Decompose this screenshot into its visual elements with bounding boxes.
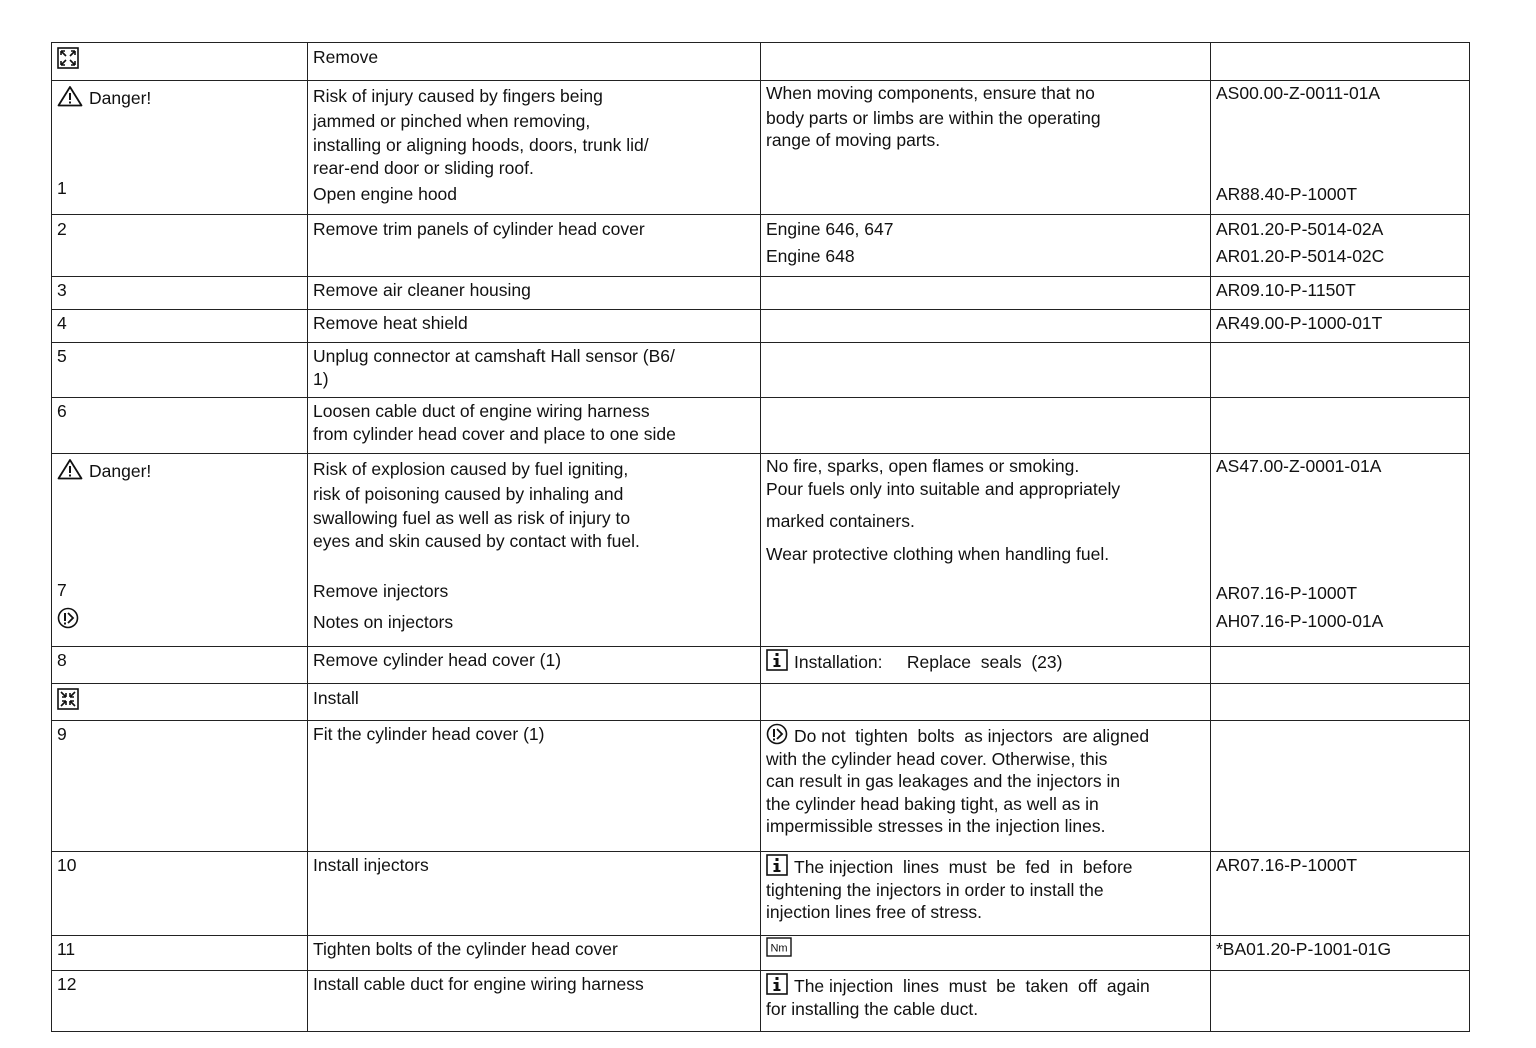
ref-cell — [1211, 277, 1470, 310]
note-cell — [761, 647, 1211, 684]
note-line — [766, 854, 1206, 879]
engine-note: Engine 648 — [766, 245, 855, 266]
step-cell — [52, 936, 308, 971]
action-cell — [308, 971, 761, 1032]
remove-icon — [57, 47, 79, 69]
table-row-install — [52, 684, 1470, 721]
ref-cell — [1211, 936, 1470, 971]
remove-icon-cell — [52, 43, 308, 81]
danger-note-line: body parts or limbs are within the operating — [766, 107, 1101, 128]
reference: AR09.10-P-1150T — [1216, 280, 1356, 300]
note-cell — [761, 398, 1211, 454]
table-row-step-5 — [52, 343, 1470, 398]
action-cell — [308, 81, 761, 215]
action-cell — [308, 398, 761, 454]
step-number: 1 — [57, 177, 67, 198]
reference: AR07.16-P-1000T — [1216, 855, 1358, 875]
note-line — [766, 723, 1206, 748]
action-cell — [308, 310, 761, 343]
info-icon — [766, 649, 788, 671]
note-text: The injection lines must be taken off again — [794, 976, 1150, 996]
table-row-step-7 — [52, 454, 1470, 647]
action-text-line: Loosen cable duct of engine wiring harness — [313, 401, 650, 421]
table-row-step-1 — [52, 81, 1470, 215]
action-text: Open engine hood — [313, 184, 458, 204]
ref-cell — [1211, 852, 1470, 936]
action-text-line: from cylinder head cover and place to one side — [313, 423, 676, 444]
step-cell — [52, 343, 308, 398]
action-text-line: Unplug connector at camshaft Hall sensor (B6/ — [313, 346, 675, 366]
ref-cell — [1211, 343, 1470, 398]
reference: AR01.20-P-5014-02C — [1216, 245, 1385, 266]
reference: *BA01.20-P-1001-01G — [1216, 939, 1392, 959]
action-cell — [308, 936, 761, 971]
action-text: Remove cylinder head cover (1) — [313, 650, 562, 670]
action-text: Tighten bolts of the cylinder head cover — [313, 939, 618, 959]
table-row-step-8 — [52, 647, 1470, 684]
action-cell — [308, 721, 761, 852]
installation-note — [766, 649, 1206, 674]
reference: AR07.16-P-1000T — [1216, 582, 1358, 603]
action-cell — [308, 343, 761, 398]
ref-cell — [1211, 398, 1470, 454]
reference: AR49.00-P-1000-01T — [1216, 313, 1383, 333]
note-cell — [761, 43, 1211, 81]
note-line: the cylinder head baking tight, as well as in — [766, 793, 1099, 814]
note-cell — [761, 343, 1211, 398]
note-cell — [761, 310, 1211, 343]
action-text: Install injectors — [313, 855, 429, 875]
step-number: 12 — [57, 974, 77, 994]
step-number: 8 — [57, 650, 67, 670]
danger-label — [57, 85, 303, 110]
warning-triangle-icon — [57, 85, 83, 107]
action-text: Remove — [313, 47, 379, 67]
step-cell — [52, 277, 308, 310]
step-number: 6 — [57, 401, 67, 421]
action-text: Remove heat shield — [313, 313, 468, 333]
note-line — [766, 973, 1206, 998]
ref-cell — [1211, 684, 1470, 721]
ref-cell — [1211, 647, 1470, 684]
procedure-table — [51, 42, 1470, 1032]
note-cell — [761, 971, 1211, 1032]
danger-reference: AS00.00-Z-0011-01A — [1216, 83, 1381, 103]
action-text: Install cable duct for engine wiring harness — [313, 974, 644, 994]
action-cell — [308, 215, 761, 277]
danger-description-line: Risk of injury caused by fingers being — [313, 86, 603, 106]
action-text: Remove injectors — [313, 581, 449, 601]
table-row-step-2 — [52, 215, 1470, 277]
note-cell — [761, 721, 1211, 852]
step-cell — [52, 721, 308, 852]
danger-note-line: No fire, sparks, open flames or smoking. — [766, 456, 1080, 476]
action-text: Remove air cleaner housing — [313, 280, 531, 300]
table-row-step-4 — [52, 310, 1470, 343]
action-text-line: 1) — [313, 368, 329, 389]
sub-action-text: Notes on injectors — [313, 611, 454, 632]
note-text: The injection lines must be fed in before — [794, 857, 1133, 877]
note-line: can result in gas leakages and the injectors in — [766, 771, 1121, 791]
step-number: 4 — [57, 313, 67, 333]
danger-note-line: range of moving parts. — [766, 130, 941, 150]
step-cell — [52, 81, 308, 215]
danger-text: Danger! — [89, 88, 152, 108]
torque-nm-label: Nm — [770, 942, 788, 955]
action-cell — [308, 277, 761, 310]
action-cell — [308, 43, 761, 81]
ref-cell — [1211, 721, 1470, 852]
step-number: 10 — [57, 855, 77, 875]
warning-triangle-icon — [57, 458, 83, 480]
note-cell — [761, 852, 1211, 936]
danger-reference: AS47.00-Z-0001-01A — [1216, 456, 1382, 476]
danger-description-line: eyes and skin caused by contact with fuel. — [313, 530, 640, 551]
reference: AR01.20-P-5014-02A — [1216, 219, 1384, 239]
install-icon-cell — [52, 684, 308, 721]
danger-description-line: jammed or pinched when removing, — [313, 110, 591, 131]
table-row-step-3 — [52, 277, 1470, 310]
table-row-step-12 — [52, 971, 1470, 1032]
danger-description-line: risk of poisoning caused by inhaling and — [313, 483, 624, 504]
step-cell — [52, 454, 308, 647]
action-text: Remove trim panels of cylinder head cover — [313, 219, 645, 239]
danger-note-line: When moving components, ensure that no — [766, 83, 1095, 103]
note-cell — [761, 81, 1211, 215]
danger-note-line: Wear protective clothing when handling fuel. — [766, 543, 1110, 564]
action-cell — [308, 647, 761, 684]
table-row-step-9 — [52, 721, 1470, 852]
info-icon — [766, 854, 788, 876]
note-line: tightening the injectors in order to install the — [766, 879, 1104, 900]
notes-icon-line — [57, 607, 303, 632]
step-number: 9 — [57, 724, 67, 744]
ref-cell — [1211, 310, 1470, 343]
install-icon — [57, 688, 79, 710]
ref-cell — [1211, 81, 1470, 215]
action-cell — [308, 684, 761, 721]
action-text: Fit the cylinder head cover (1) — [313, 724, 545, 744]
danger-label — [57, 458, 303, 483]
danger-note-line: Pour fuels only into suitable and appropriately — [766, 478, 1121, 499]
danger-description-line: Risk of explosion caused by fuel igniting, — [313, 459, 629, 479]
step-cell — [52, 215, 308, 277]
step-number: 5 — [57, 346, 67, 366]
sub-reference: AH07.16-P-1000-01A — [1216, 611, 1384, 631]
note-line: with the cylinder head cover. Otherwise, this — [766, 748, 1108, 769]
danger-description-line: swallowing fuel as well as risk of injury to — [313, 508, 631, 528]
ref-cell — [1211, 215, 1470, 277]
table-row-step-11 — [52, 936, 1470, 971]
ref-cell — [1211, 971, 1470, 1032]
step-number: 7 — [57, 579, 67, 600]
note-cell — [761, 936, 1211, 971]
ref-cell — [1211, 454, 1470, 647]
info-icon — [766, 973, 788, 995]
note-line: for installing the cable duct. — [766, 998, 979, 1019]
note-cell — [761, 454, 1211, 647]
notes-icon — [57, 607, 79, 629]
note-cell — [761, 215, 1211, 277]
step-cell — [52, 398, 308, 454]
danger-description-line: rear-end door or sliding roof. — [313, 157, 534, 178]
note-line: injection lines free of stress. — [766, 902, 982, 922]
reference: AR88.40-P-1000T — [1216, 183, 1358, 204]
note-line: impermissible stresses in the injection lines. — [766, 816, 1106, 836]
table-row-remove — [52, 43, 1470, 81]
torque-nm-icon — [766, 937, 792, 957]
step-number: 3 — [57, 280, 67, 300]
danger-description-line: installing or aligning hoods, doors, trunk lid/ — [313, 135, 649, 155]
danger-note-line: marked containers. — [766, 511, 915, 531]
danger-text: Danger! — [89, 461, 152, 481]
ref-cell — [1211, 43, 1470, 81]
step-cell — [52, 852, 308, 936]
note-text: Do not tighten bolts as injectors are aligned — [794, 726, 1150, 746]
step-cell — [52, 310, 308, 343]
step-cell — [52, 647, 308, 684]
note-text: Installation: Replace seals (23) — [794, 652, 1063, 672]
notes-icon — [766, 723, 788, 745]
step-cell — [52, 971, 308, 1032]
note-cell — [761, 684, 1211, 721]
note-cell — [761, 277, 1211, 310]
action-text: Install — [313, 688, 359, 708]
table-row-step-10 — [52, 852, 1470, 936]
step-number: 2 — [57, 219, 67, 239]
engine-note: Engine 646, 647 — [766, 219, 894, 239]
action-cell — [308, 852, 761, 936]
table-row-step-6 — [52, 398, 1470, 454]
step-number: 11 — [57, 939, 76, 959]
action-cell — [308, 454, 761, 647]
